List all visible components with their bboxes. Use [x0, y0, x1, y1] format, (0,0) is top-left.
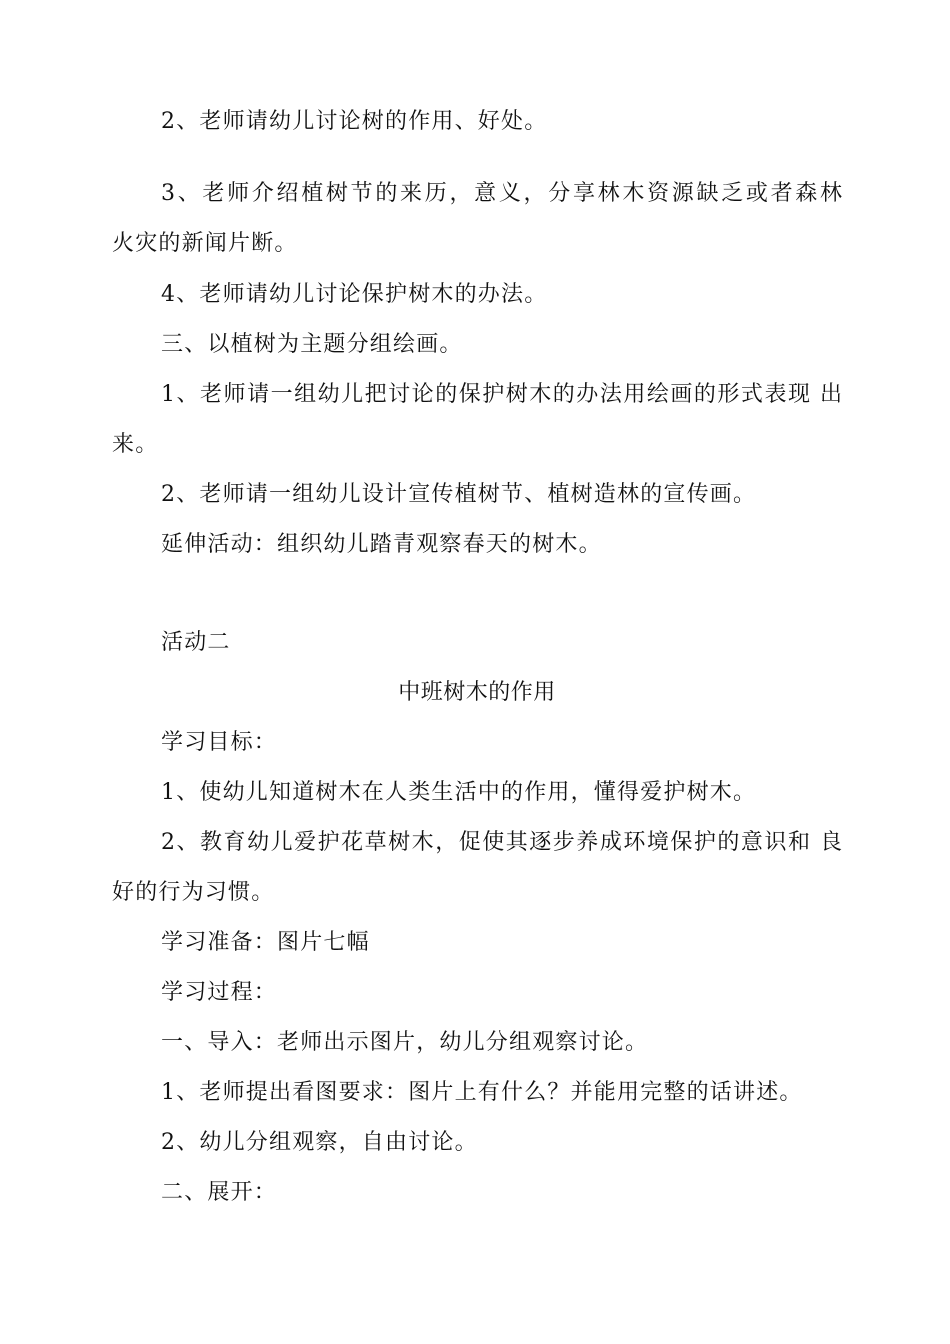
paragraph: 4、老师请幼儿讨论保护树木的办法。: [161, 282, 548, 307]
process-step: 一、导入：老师出示图片，幼儿分组观察讨论。: [161, 1030, 649, 1055]
paragraph: 延伸活动：组织幼儿踏青观察春天的树木。: [161, 532, 602, 557]
paragraph: 3、老师介绍植树节的来历，意义，分享林木资源缺乏或者森林: [161, 181, 842, 206]
process-substep: 1、老师提出看图要求：图片上有什么？并能用完整的话讲述。: [161, 1080, 803, 1105]
paragraph: 2、老师请一组幼儿设计宣传植树节、植树造林的宣传画。: [161, 482, 757, 507]
paragraph: 2、老师请幼儿讨论树的作用、好处。: [161, 109, 548, 134]
process-heading: 学习过程：: [161, 980, 278, 1005]
paragraph-continuation: 来。: [112, 432, 159, 457]
preparation: 学习准备：图片七幅: [161, 930, 370, 955]
paragraph: 1、老师请一组幼儿把讨论的保护树木的办法用绘画的形式表现 出: [161, 382, 842, 407]
goals-heading: 学习目标：: [161, 730, 278, 755]
process-substep: 2、幼儿分组观察，自由讨论。: [161, 1130, 478, 1155]
paragraph-continuation: 火灾的新闻片断。: [112, 231, 298, 256]
goal-item-continuation: 好的行为习惯。: [112, 880, 275, 905]
document-title: 中班树木的作用: [398, 680, 556, 705]
goal-item: 2、教育幼儿爱护花草树木，促使其逐步养成环境保护的意识和 良: [161, 830, 842, 855]
section-heading: 三、以植树为主题分组绘画。: [161, 332, 463, 357]
section-label: 活动二: [161, 630, 231, 655]
goal-item: 1、使幼儿知道树木在人类生活中的作用，懂得爱护树木。: [161, 780, 757, 805]
process-step: 二、展开：: [161, 1180, 278, 1205]
